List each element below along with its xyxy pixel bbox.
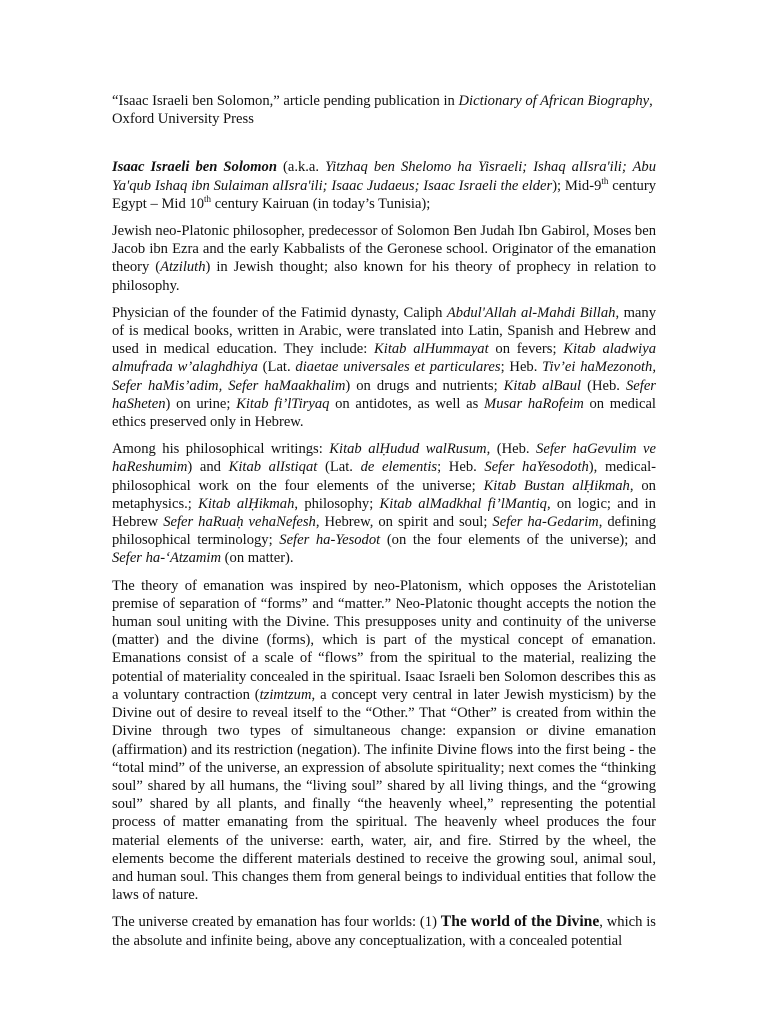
world-of-divine-heading: The world of the Divine: [440, 913, 600, 931]
paragraph-four-worlds: The universe created by emanation has four worlds: (1) The world of the Divine, which is the absolute and infinite being, above any conceptualization, with a concealed potential: [112, 913, 656, 949]
citation-text: “Isaac Israeli ben Solomon,” article pending publication in: [112, 93, 459, 109]
citation-publisher: , Oxford University Press: [112, 93, 653, 128]
citation-line: [112, 92, 656, 128]
paragraph-emanation-theory: The theory of emanation was inspired by neo-Platonism, which opposes the Aristotelian premise of separation of “forms” and “matter.” Neo-Platonic thought accepts the notion the human soul uniting with the Divine. This presupposes unity and continuity of the universe (matter) and the divine (forms), which is part of the mystical concept of emanation. Emanations consist of a scale of “flows” from the spiritual to the material, realizing the potential of materiality concealed in the spiritual. Isaac Israeli ben Solomon describes this as a voluntary contraction (tzimtzum, a concept very central in later Jewish mysticism) by the Divine out of desire to reveal itself to the “Other.” That “Other” is created from within the Divine through two types of simultaneous change: expansion or divine emanation (affirmation) and its restriction (negation). The infinite Divine flows into the first being - the “total mind” of the universe, an expression of absolute spirituality; next comes the “thinking soul” shared by all humans, the “living soul” shared by all living things, and the “growing soul” shared by all plants, and finally “the heavenly wheel,” representing the potential process of matter emanating from the spiritual. The heavenly wheel produces the four material elements of the universe: earth, water, air, and fire. Stirred by the wheel, the elements become the different materials destined to receive the growing soul, animal soul, and human soul. This changes them from general beings to individual entities that follow the laws of nature.: [112, 577, 656, 904]
entry-heading: Isaac Israeli ben Solomon (a.k.a. Yitzhaq ben Shelomo ha Yisraeli; Ishaq alIsra'ili; Abu Ya'qub Ishaq ibn Sulaiman alIsra'ili; Isaac Judaeus; Isaac Israeli the elder); Mid-9th century Egypt – Mid 10th century Kairuan (in today’s Tunisia);: [112, 159, 656, 212]
paragraph-philosophical-works: Among his philosophical writings: Kitab alḤudud walRusum, (Heb. Sefer haGevulim ve haReshumim) and Kitab alIstiqat (Lat. de elementis; Heb. Sefer haYesodoth), medical-philosophical work on the four elements of the universe; Kitab Bustan alḤikmah, on metaphysics.; Kitab alḤikmah, philosophy; Kitab alMadkhal fi’lMantiq, on logic; and in Hebrew Sefer haRuaḥ vehaNefesh, Hebrew, on spirit and soul; Sefer ha-Gedarim, defining philosophical terminology; Sefer ha-Yesodot (on the four elements of the universe); and Sefer ha-‘Atzamim (on matter).: [112, 441, 656, 567]
citation-journal: Dictionary of African Biography: [458, 93, 650, 109]
entry-aka-names: Yitzhaq ben Shelomo ha Yisraeli; Ishaq alIsra'ili; Abu Ya'qub Ishaq ibn Sulaiman alIsra'ili; Isaac Judaeus; Isaac Israeli the elder: [112, 159, 656, 194]
document-page: [112, 92, 656, 959]
entry-name: Isaac Israeli ben Solomon: [112, 159, 277, 176]
paragraph-medical-works: Physician of the founder of the Fatimid dynasty, Caliph Abdul'Allah al-Mahdi Billah, many of is medical books, written in Arabic, were translated into Latin, Spanish and Hebrew and used in medical education. They include: Kitab alHummayat on fevers; Kitab aladwiya almufrada w’alaghdhiya (Lat. diaetae universales et particulares; Heb. Tiv’ei haMezonoth, Sefer haMis’adim, Sefer haMaakhalim) on drugs and nutrients; Kitab alBaul (Heb. Sefer haSheten) on urine; Kitab fi’lTiryaq on antidotes, as well as Musar haRofeim on medical ethics preserved only in Hebrew.: [112, 304, 656, 431]
paragraph-overview: Jewish neo-Platonic philosopher, predecessor of Solomon Ben Judah Ibn Gabirol, Moses ben Jacob ibn Ezra and the early Kabbalists of the Geronese school. Originator of the emanation theory (Atziluth) in Jewish thought; also known for his theory of prophecy in relation to philosophy.: [112, 223, 657, 294]
